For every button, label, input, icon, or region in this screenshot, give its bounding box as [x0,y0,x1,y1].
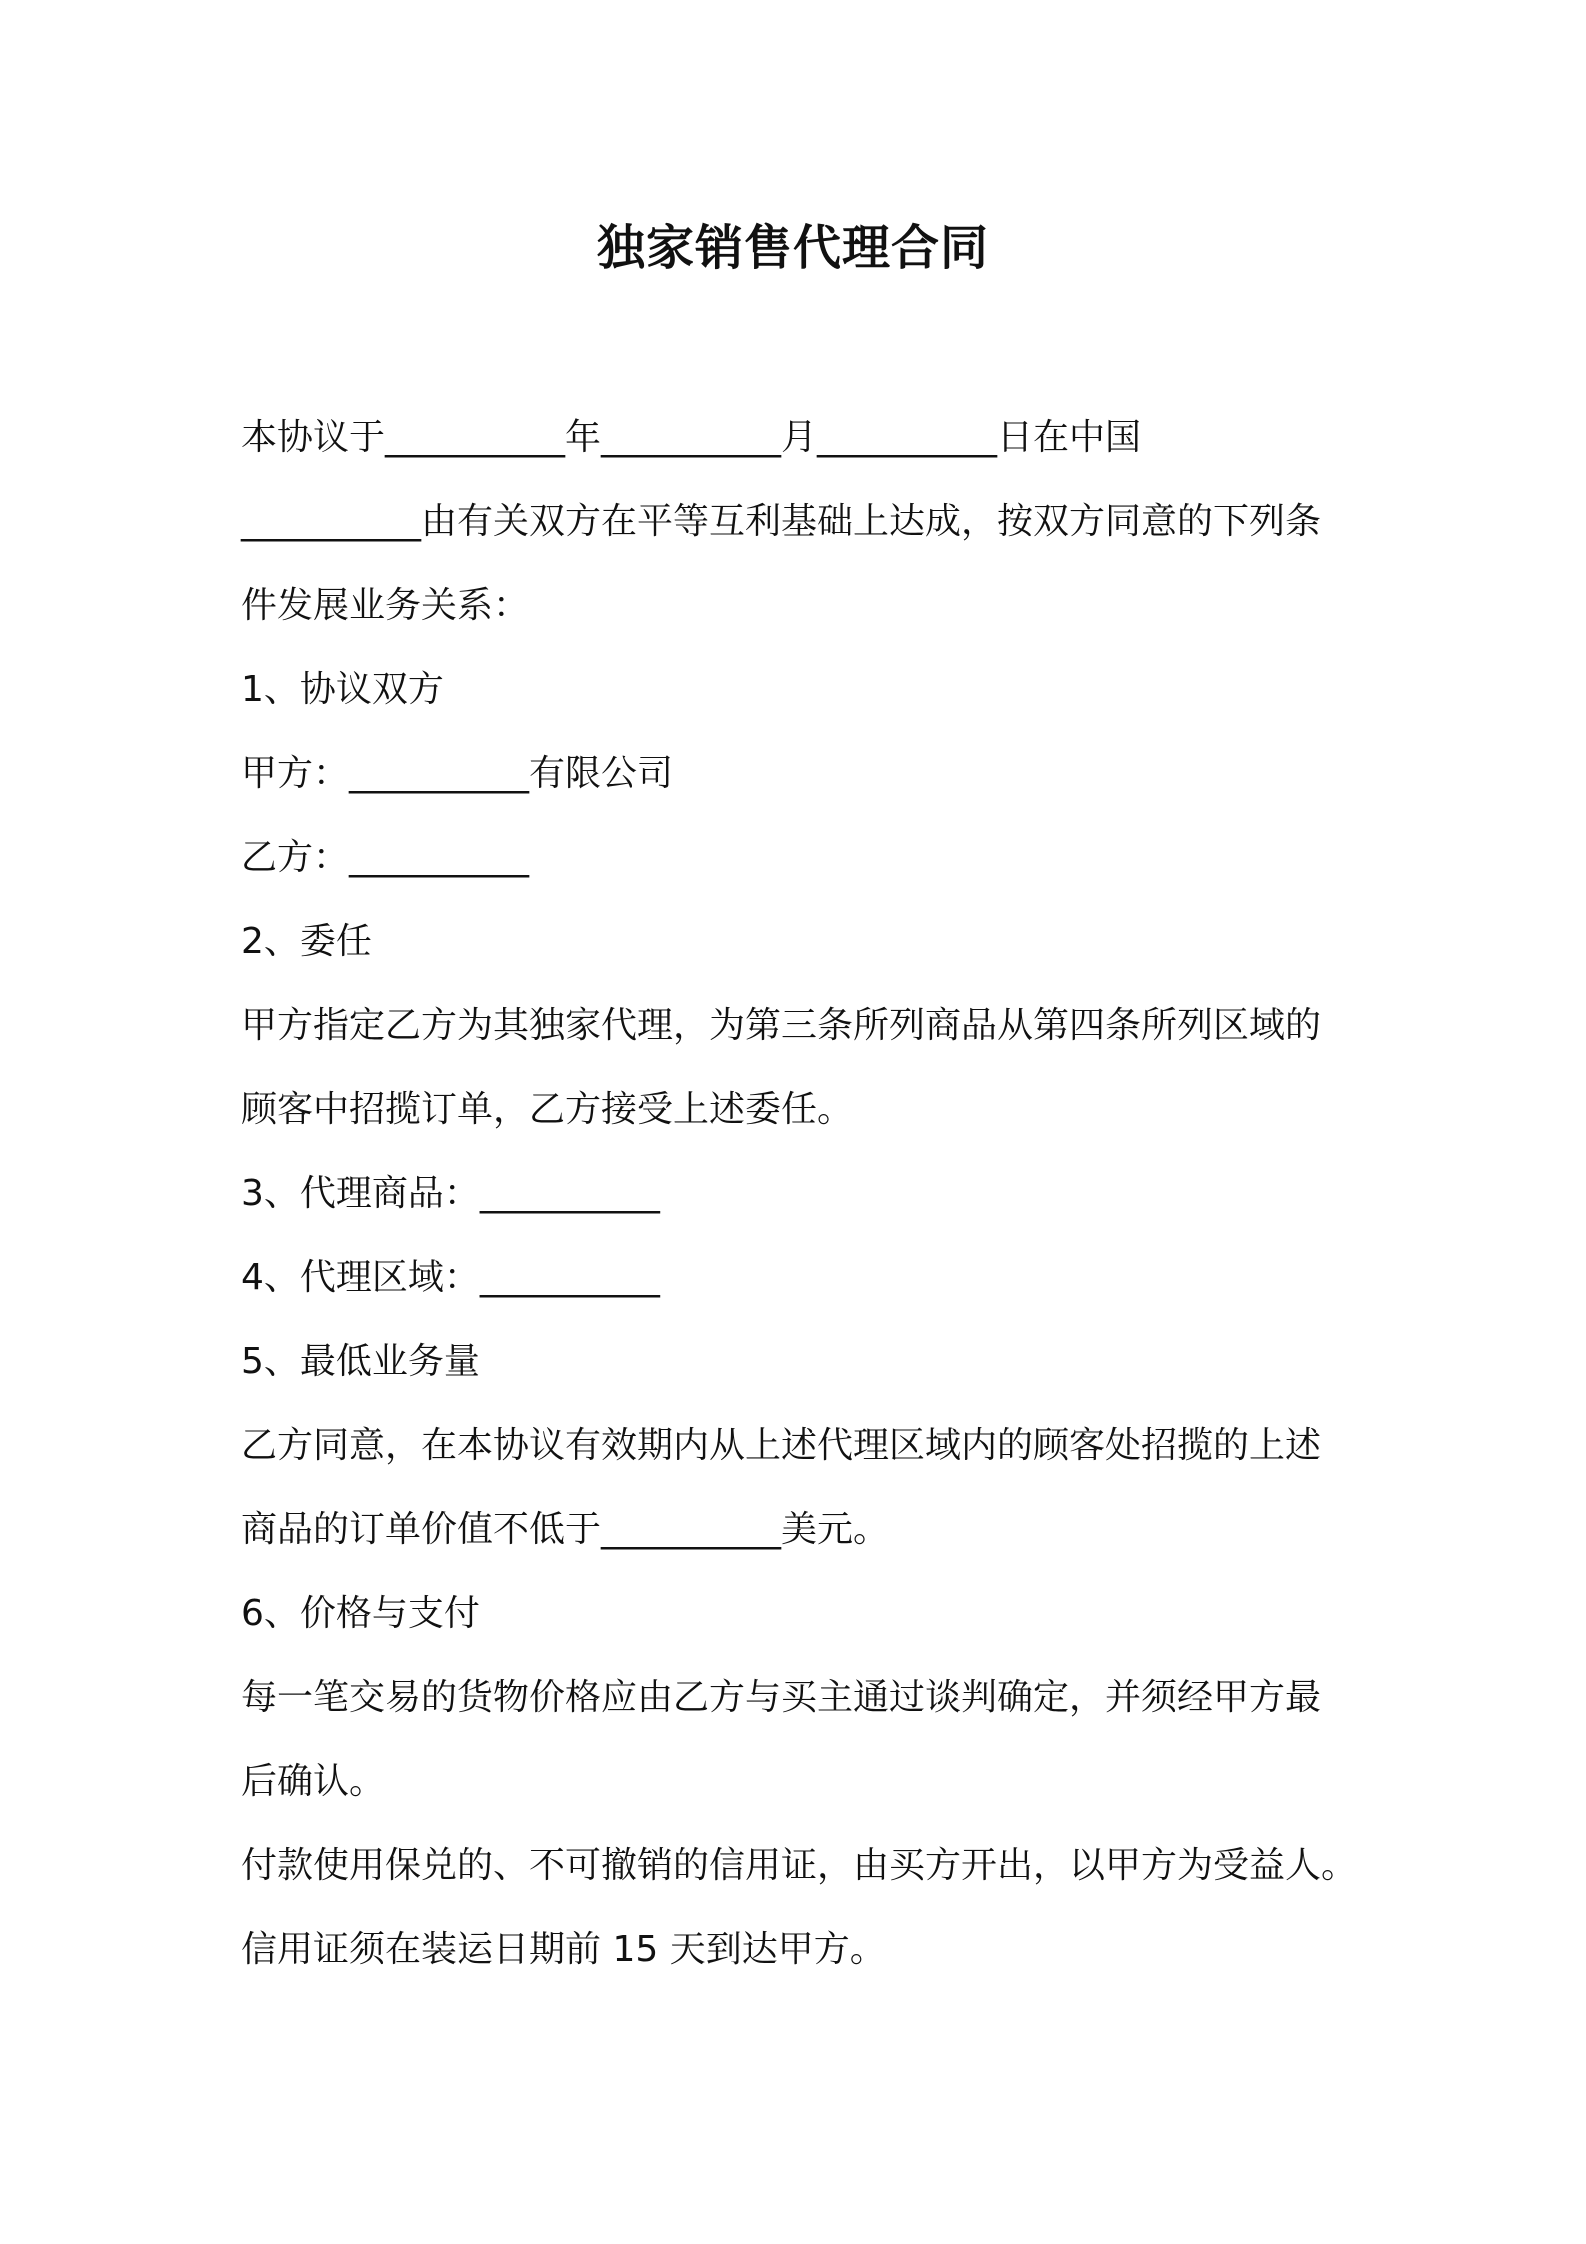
section-heading-minimum-volume: 5、最低业务量 [241,1341,480,1382]
section-heading-appointment: 2、委任 [241,921,372,962]
payment-text-1: 付款使用保兑的、不可撤销的信用证，由买方开出，以甲方为受益人。 [241,1845,1358,1886]
appointment-text-2: 顾客中招揽订单，乙方接受上述委任。 [241,1089,854,1130]
payment-text-2: 信用证须在装运日期前 15 天到达甲方。 [241,1929,886,1970]
contract-body [241,396,1361,1992]
document-title: 独家销售代理合同 [596,220,989,276]
agency-territory-line: 4、代理区域：__________ [241,1257,660,1298]
party-a-line: 甲方：__________有限公司 [241,753,674,794]
minimum-volume-text-1: 乙方同意，在本协议有效期内从上述代理区域内的顾客处招揽的上述 [241,1425,1322,1466]
price-text-1: 每一笔交易的货物价格应由乙方与买主通过谈判确定，并须经甲方最 [241,1677,1322,1718]
body-line-intro-2: __________由有关双方在平等互利基础上达成，按双方同意的下列条 [241,501,1322,542]
section-heading-parties: 1、协议双方 [241,669,444,710]
party-b-line: 乙方：__________ [241,837,530,878]
minimum-volume-text-2: 商品的订单价值不低于__________美元。 [241,1509,890,1550]
appointment-text-1: 甲方指定乙方为其独家代理，为第三条所列商品从第四条所列区域的 [241,1005,1322,1046]
section-heading-price-payment: 6、价格与支付 [241,1593,480,1634]
price-text-2: 后确认。 [241,1761,386,1802]
agency-products-line: 3、代理商品：__________ [241,1173,660,1214]
body-line-intro-3: 件发展业务关系： [241,585,530,626]
body-line-intro-1: 本协议于__________年__________月__________日在中国 [241,417,1142,458]
